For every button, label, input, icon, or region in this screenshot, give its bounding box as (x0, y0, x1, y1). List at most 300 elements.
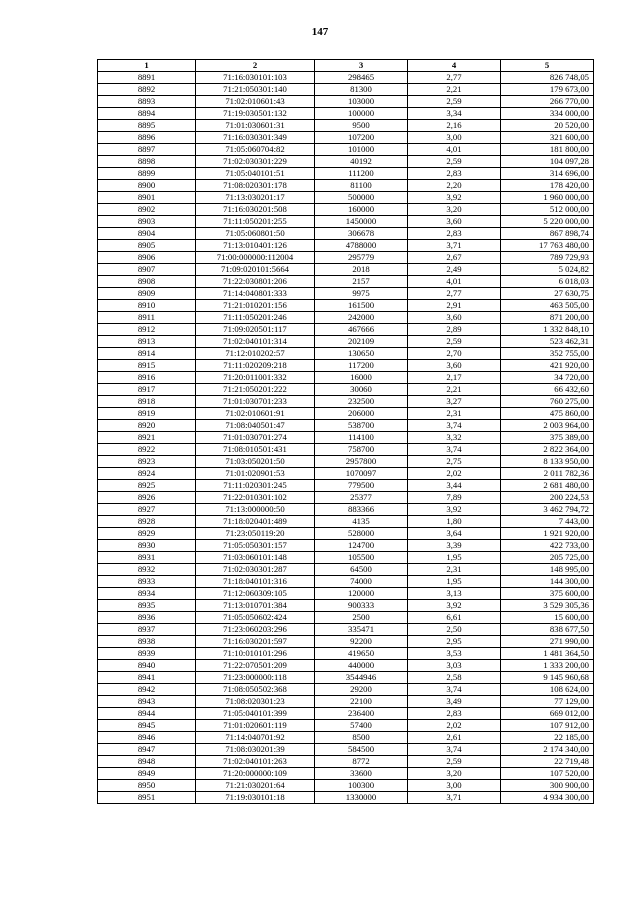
rate-cell: 2,77 (408, 72, 501, 84)
rate-cell: 2,21 (408, 384, 501, 396)
amount-cell: 148 995,00 (501, 564, 594, 576)
cadastral-number-cell: 71:08:020301:178 (196, 180, 315, 192)
amount-cell: 181 800,00 (501, 144, 594, 156)
row-number-cell: 8896 (98, 132, 196, 144)
cadastral-number-cell: 71:14:040801:333 (196, 288, 315, 300)
cadastral-number-cell: 71:00:000000:112004 (196, 252, 315, 264)
table-row (98, 612, 594, 624)
row-number-cell: 8899 (98, 168, 196, 180)
amount-cell: 22 185,00 (501, 732, 594, 744)
amount-cell: 178 420,00 (501, 180, 594, 192)
row-number-cell: 8903 (98, 216, 196, 228)
rate-cell: 2,70 (408, 348, 501, 360)
amount-cell: 266 770,00 (501, 96, 594, 108)
column-header-5: 5 (501, 60, 594, 72)
table-row (98, 312, 594, 324)
rate-cell: 3,39 (408, 540, 501, 552)
column-header-3: 3 (315, 60, 408, 72)
table-row (98, 768, 594, 780)
table-row (98, 540, 594, 552)
area-cell: 900333 (315, 600, 408, 612)
table-row (98, 72, 594, 84)
rate-cell: 2,21 (408, 84, 501, 96)
row-number-cell: 8921 (98, 432, 196, 444)
row-number-cell: 8950 (98, 780, 196, 792)
cadastral-number-cell: 71:05:040101:399 (196, 708, 315, 720)
column-header-1: 1 (98, 60, 196, 72)
amount-cell: 205 725,00 (501, 552, 594, 564)
cadastral-number-cell: 71:12:010202:57 (196, 348, 315, 360)
area-cell: 538700 (315, 420, 408, 432)
amount-cell: 1 333 200,00 (501, 660, 594, 672)
cadastral-number-cell: 71:11:020301:245 (196, 480, 315, 492)
rate-cell: 3,27 (408, 396, 501, 408)
area-cell: 2157 (315, 276, 408, 288)
row-number-cell: 8902 (98, 204, 196, 216)
row-number-cell: 8937 (98, 624, 196, 636)
column-header-4: 4 (408, 60, 501, 72)
area-cell: 103000 (315, 96, 408, 108)
amount-cell: 27 630,75 (501, 288, 594, 300)
rate-cell: 3,92 (408, 600, 501, 612)
amount-cell: 475 860,00 (501, 408, 594, 420)
row-number-cell: 8951 (98, 792, 196, 804)
cadastral-number-cell: 71:02:010601:43 (196, 96, 315, 108)
amount-cell: 2 174 340,00 (501, 744, 594, 756)
cadastral-number-cell: 71:03:060101:148 (196, 552, 315, 564)
table-header-row (98, 60, 594, 72)
rate-cell: 1,80 (408, 516, 501, 528)
amount-cell: 1 921 920,00 (501, 528, 594, 540)
area-cell: 4135 (315, 516, 408, 528)
area-cell: 1070097 (315, 468, 408, 480)
row-number-cell: 8948 (98, 756, 196, 768)
area-cell: 298465 (315, 72, 408, 84)
cadastral-number-cell: 71:01:020601:119 (196, 720, 315, 732)
amount-cell: 66 432,60 (501, 384, 594, 396)
rate-cell: 2,83 (408, 708, 501, 720)
rate-cell: 2,91 (408, 300, 501, 312)
rate-cell: 2,20 (408, 180, 501, 192)
rate-cell: 7,89 (408, 492, 501, 504)
area-cell: 81300 (315, 84, 408, 96)
table-row (98, 588, 594, 600)
area-cell: 440000 (315, 660, 408, 672)
row-number-cell: 8949 (98, 768, 196, 780)
rate-cell: 3,20 (408, 204, 501, 216)
column-header-2: 2 (196, 60, 315, 72)
amount-cell: 300 900,00 (501, 780, 594, 792)
cadastral-number-cell: 71:16:030201:508 (196, 204, 315, 216)
table-row (98, 648, 594, 660)
amount-cell: 523 462,31 (501, 336, 594, 348)
rate-cell: 2,59 (408, 756, 501, 768)
table-row (98, 264, 594, 276)
area-cell: 107200 (315, 132, 408, 144)
amount-cell: 375 389,00 (501, 432, 594, 444)
cadastral-number-cell: 71:10:010101:296 (196, 648, 315, 660)
amount-cell: 512 000,00 (501, 204, 594, 216)
amount-cell: 7 443,00 (501, 516, 594, 528)
rate-cell: 3,13 (408, 588, 501, 600)
data-table (97, 59, 594, 804)
amount-cell: 5 220 000,00 (501, 216, 594, 228)
cadastral-number-cell: 71:08:010501:431 (196, 444, 315, 456)
row-number-cell: 8943 (98, 696, 196, 708)
amount-cell: 334 000,00 (501, 108, 594, 120)
amount-cell: 104 097,28 (501, 156, 594, 168)
table-row (98, 624, 594, 636)
table-row (98, 564, 594, 576)
rate-cell: 6,61 (408, 612, 501, 624)
rate-cell: 1,95 (408, 552, 501, 564)
row-number-cell: 8923 (98, 456, 196, 468)
table-row (98, 432, 594, 444)
amount-cell: 271 990,00 (501, 636, 594, 648)
table-row (98, 144, 594, 156)
rate-cell: 3,74 (408, 444, 501, 456)
cadastral-number-cell: 71:02:040101:263 (196, 756, 315, 768)
rate-cell: 3,74 (408, 684, 501, 696)
area-cell: 419650 (315, 648, 408, 660)
amount-cell: 321 600,00 (501, 132, 594, 144)
row-number-cell: 8895 (98, 120, 196, 132)
amount-cell: 669 012,00 (501, 708, 594, 720)
cadastral-number-cell: 71:16:030301:349 (196, 132, 315, 144)
table-row (98, 372, 594, 384)
amount-cell: 8 133 950,00 (501, 456, 594, 468)
row-number-cell: 8894 (98, 108, 196, 120)
area-cell: 33600 (315, 768, 408, 780)
cadastral-number-cell: 71:09:020101:5664 (196, 264, 315, 276)
amount-cell: 422 733,00 (501, 540, 594, 552)
row-number-cell: 8915 (98, 360, 196, 372)
area-cell: 16000 (315, 372, 408, 384)
amount-cell: 15 600,00 (501, 612, 594, 624)
row-number-cell: 8911 (98, 312, 196, 324)
cadastral-number-cell: 71:13:000000:50 (196, 504, 315, 516)
table-row (98, 504, 594, 516)
area-cell: 92200 (315, 636, 408, 648)
table-row (98, 132, 594, 144)
table-row (98, 780, 594, 792)
row-number-cell: 8898 (98, 156, 196, 168)
row-number-cell: 8892 (98, 84, 196, 96)
rate-cell: 2,16 (408, 120, 501, 132)
cadastral-number-cell: 71:11:020209:218 (196, 360, 315, 372)
table-row (98, 468, 594, 480)
cadastral-number-cell: 71:19:030101:18 (196, 792, 315, 804)
table-row (98, 240, 594, 252)
area-cell: 8772 (315, 756, 408, 768)
row-number-cell: 8905 (98, 240, 196, 252)
cadastral-number-cell: 71:23:000000:118 (196, 672, 315, 684)
area-cell: 160000 (315, 204, 408, 216)
amount-cell: 463 505,00 (501, 300, 594, 312)
area-cell: 130650 (315, 348, 408, 360)
row-number-cell: 8935 (98, 600, 196, 612)
table-body (98, 72, 594, 804)
rate-cell: 3,64 (408, 528, 501, 540)
table-row (98, 180, 594, 192)
amount-cell: 3 462 794,72 (501, 504, 594, 516)
rate-cell: 2,17 (408, 372, 501, 384)
area-cell: 295779 (315, 252, 408, 264)
table-row (98, 480, 594, 492)
cadastral-number-cell: 71:20:000000:109 (196, 768, 315, 780)
amount-cell: 22 719,48 (501, 756, 594, 768)
rate-cell: 2,89 (408, 324, 501, 336)
area-cell: 2500 (315, 612, 408, 624)
amount-cell: 2 003 964,00 (501, 420, 594, 432)
table-row (98, 168, 594, 180)
rate-cell: 3,20 (408, 768, 501, 780)
area-cell: 8500 (315, 732, 408, 744)
rate-cell: 2,59 (408, 336, 501, 348)
amount-cell: 352 755,00 (501, 348, 594, 360)
rate-cell: 2,95 (408, 636, 501, 648)
table-row (98, 552, 594, 564)
table-row (98, 492, 594, 504)
row-number-cell: 8906 (98, 252, 196, 264)
row-number-cell: 8930 (98, 540, 196, 552)
row-number-cell: 8916 (98, 372, 196, 384)
area-cell: 40192 (315, 156, 408, 168)
table-row (98, 336, 594, 348)
table-row (98, 120, 594, 132)
amount-cell: 9 145 960,68 (501, 672, 594, 684)
table-row (98, 444, 594, 456)
table-row (98, 420, 594, 432)
amount-cell: 4 934 300,00 (501, 792, 594, 804)
cadastral-number-cell: 71:21:030201:64 (196, 780, 315, 792)
rate-cell: 3,00 (408, 132, 501, 144)
table-row (98, 576, 594, 588)
row-number-cell: 8941 (98, 672, 196, 684)
cadastral-number-cell: 71:18:040101:316 (196, 576, 315, 588)
cadastral-number-cell: 71:01:020901:53 (196, 468, 315, 480)
area-cell: 114100 (315, 432, 408, 444)
table-row (98, 456, 594, 468)
cadastral-number-cell: 71:08:030201:39 (196, 744, 315, 756)
page-number: 147 (311, 26, 329, 38)
cadastral-number-cell: 71:11:050201:255 (196, 216, 315, 228)
rate-cell: 2,67 (408, 252, 501, 264)
cadastral-number-cell: 71:02:030301:229 (196, 156, 315, 168)
amount-cell: 17 763 480,00 (501, 240, 594, 252)
amount-cell: 107 520,00 (501, 768, 594, 780)
cadastral-number-cell: 71:21:050201:222 (196, 384, 315, 396)
row-number-cell: 8928 (98, 516, 196, 528)
cadastral-number-cell: 71:16:030201:597 (196, 636, 315, 648)
table-row (98, 360, 594, 372)
table-row (98, 156, 594, 168)
row-number-cell: 8942 (98, 684, 196, 696)
row-number-cell: 8920 (98, 420, 196, 432)
rate-cell: 2,77 (408, 288, 501, 300)
row-number-cell: 8926 (98, 492, 196, 504)
row-number-cell: 8891 (98, 72, 196, 84)
area-cell: 4788000 (315, 240, 408, 252)
cadastral-number-cell: 71:01:030701:233 (196, 396, 315, 408)
row-number-cell: 8946 (98, 732, 196, 744)
rate-cell: 2,31 (408, 408, 501, 420)
rate-cell: 3,74 (408, 420, 501, 432)
amount-cell: 314 696,00 (501, 168, 594, 180)
cadastral-number-cell: 71:01:030601:31 (196, 120, 315, 132)
rate-cell: 2,75 (408, 456, 501, 468)
rate-cell: 2,83 (408, 168, 501, 180)
table-row (98, 204, 594, 216)
area-cell: 306678 (315, 228, 408, 240)
cadastral-number-cell: 71:21:050301:140 (196, 84, 315, 96)
cadastral-number-cell: 71:13:010401:126 (196, 240, 315, 252)
amount-cell: 200 224,53 (501, 492, 594, 504)
rate-cell: 2,61 (408, 732, 501, 744)
row-number-cell: 8925 (98, 480, 196, 492)
amount-cell: 375 600,00 (501, 588, 594, 600)
row-number-cell: 8947 (98, 744, 196, 756)
table-row (98, 276, 594, 288)
amount-cell: 6 018,03 (501, 276, 594, 288)
row-number-cell: 8918 (98, 396, 196, 408)
table-row (98, 756, 594, 768)
row-number-cell: 8907 (98, 264, 196, 276)
rate-cell: 2,02 (408, 720, 501, 732)
cadastral-number-cell: 71:23:060203:296 (196, 624, 315, 636)
amount-cell: 2 681 480,00 (501, 480, 594, 492)
area-cell: 206000 (315, 408, 408, 420)
table-row (98, 660, 594, 672)
area-cell: 57400 (315, 720, 408, 732)
cadastral-number-cell: 71:02:040101:314 (196, 336, 315, 348)
cadastral-number-cell: 71:13:010701:384 (196, 600, 315, 612)
area-cell: 117200 (315, 360, 408, 372)
amount-cell: 789 729,93 (501, 252, 594, 264)
table-row (98, 720, 594, 732)
row-number-cell: 8938 (98, 636, 196, 648)
row-number-cell: 8922 (98, 444, 196, 456)
rate-cell: 4,01 (408, 276, 501, 288)
table-row (98, 516, 594, 528)
table-row (98, 408, 594, 420)
cadastral-number-cell: 71:20:011001:332 (196, 372, 315, 384)
rate-cell: 3,60 (408, 312, 501, 324)
rate-cell: 3,74 (408, 744, 501, 756)
table-row (98, 396, 594, 408)
table-row (98, 192, 594, 204)
row-number-cell: 8893 (98, 96, 196, 108)
row-number-cell: 8945 (98, 720, 196, 732)
rate-cell: 3,71 (408, 240, 501, 252)
cadastral-number-cell: 71:21:010201:156 (196, 300, 315, 312)
row-number-cell: 8910 (98, 300, 196, 312)
cadastral-number-cell: 71:09:020501:117 (196, 324, 315, 336)
area-cell: 74000 (315, 576, 408, 588)
area-cell: 100300 (315, 780, 408, 792)
row-number-cell: 8936 (98, 612, 196, 624)
row-number-cell: 8944 (98, 708, 196, 720)
amount-cell: 2 822 364,00 (501, 444, 594, 456)
area-cell: 22100 (315, 696, 408, 708)
area-cell: 105500 (315, 552, 408, 564)
table-row (98, 288, 594, 300)
area-cell: 202109 (315, 336, 408, 348)
cadastral-number-cell: 71:08:050502:368 (196, 684, 315, 696)
area-cell: 9500 (315, 120, 408, 132)
cadastral-number-cell: 71:23:050119:20 (196, 528, 315, 540)
area-cell: 30060 (315, 384, 408, 396)
table-row (98, 96, 594, 108)
area-cell: 242000 (315, 312, 408, 324)
area-cell: 100000 (315, 108, 408, 120)
table-row (98, 708, 594, 720)
area-cell: 101000 (315, 144, 408, 156)
row-number-cell: 8924 (98, 468, 196, 480)
rate-cell: 3,71 (408, 792, 501, 804)
table-row (98, 228, 594, 240)
area-cell: 758700 (315, 444, 408, 456)
amount-cell: 760 275,00 (501, 396, 594, 408)
rate-cell: 2,31 (408, 564, 501, 576)
area-cell: 64500 (315, 564, 408, 576)
area-cell: 81100 (315, 180, 408, 192)
row-number-cell: 8933 (98, 576, 196, 588)
rate-cell: 3,60 (408, 360, 501, 372)
amount-cell: 5 024,82 (501, 264, 594, 276)
rate-cell: 1,95 (408, 576, 501, 588)
table-row (98, 348, 594, 360)
cadastral-number-cell: 71:12:060309:105 (196, 588, 315, 600)
row-number-cell: 8897 (98, 144, 196, 156)
cadastral-number-cell: 71:05:060704:82 (196, 144, 315, 156)
rate-cell: 2,02 (408, 468, 501, 480)
rate-cell: 2,58 (408, 672, 501, 684)
amount-cell: 108 624,00 (501, 684, 594, 696)
row-number-cell: 8940 (98, 660, 196, 672)
rate-cell: 3,53 (408, 648, 501, 660)
rate-cell: 2,83 (408, 228, 501, 240)
row-number-cell: 8927 (98, 504, 196, 516)
cadastral-number-cell: 71:02:010601:91 (196, 408, 315, 420)
amount-cell: 871 200,00 (501, 312, 594, 324)
amount-cell: 1 332 848,10 (501, 324, 594, 336)
area-cell: 584500 (315, 744, 408, 756)
area-cell: 120000 (315, 588, 408, 600)
rate-cell: 3,49 (408, 696, 501, 708)
cadastral-number-cell: 71:16:030101:103 (196, 72, 315, 84)
row-number-cell: 8913 (98, 336, 196, 348)
amount-cell: 144 300,00 (501, 576, 594, 588)
cadastral-number-cell: 71:22:010301:102 (196, 492, 315, 504)
table-row (98, 636, 594, 648)
row-number-cell: 8900 (98, 180, 196, 192)
cadastral-number-cell: 71:18:020401:489 (196, 516, 315, 528)
rate-cell: 3,32 (408, 432, 501, 444)
table-row (98, 384, 594, 396)
area-cell: 1450000 (315, 216, 408, 228)
rate-cell: 2,59 (408, 96, 501, 108)
rate-cell: 3,60 (408, 216, 501, 228)
table-row (98, 84, 594, 96)
table-row (98, 252, 594, 264)
cadastral-number-cell: 71:14:040701:92 (196, 732, 315, 744)
table-row (98, 324, 594, 336)
area-cell: 779500 (315, 480, 408, 492)
row-number-cell: 8931 (98, 552, 196, 564)
area-cell: 1330000 (315, 792, 408, 804)
table-row (98, 684, 594, 696)
